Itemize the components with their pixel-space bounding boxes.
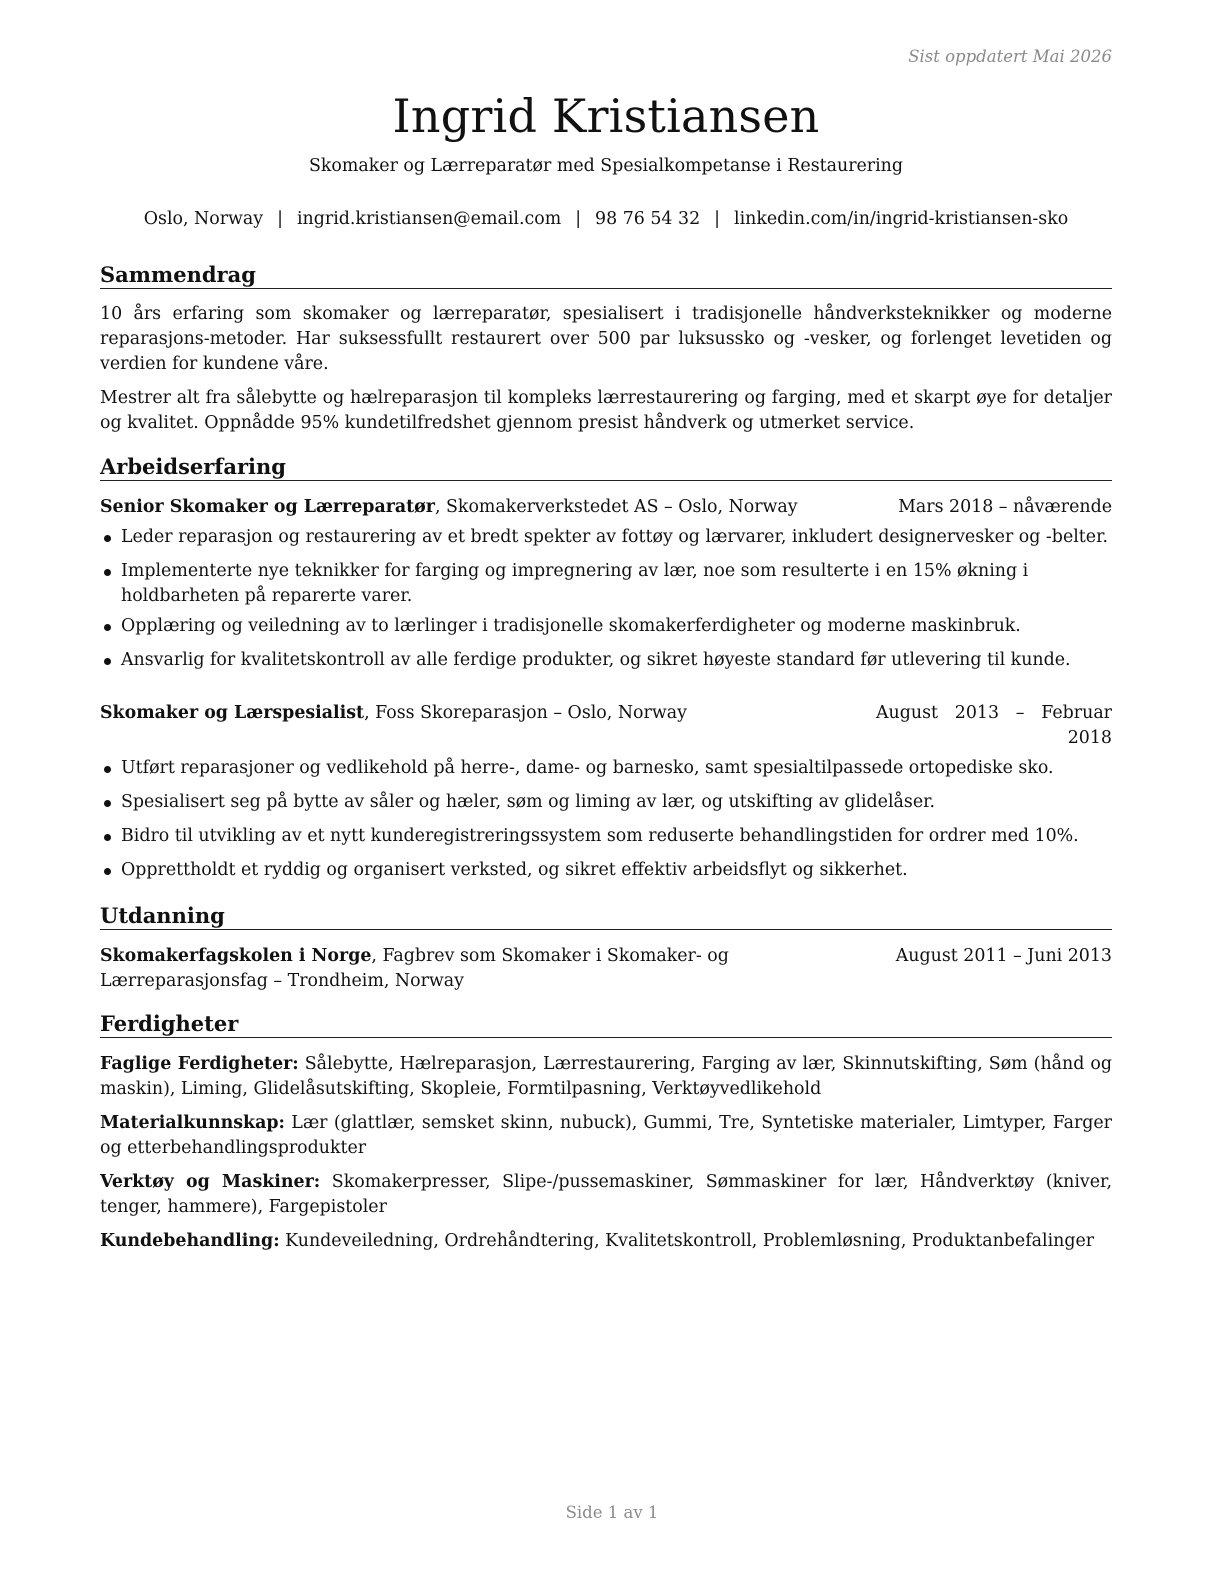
job-dates: August 2013 – Februar 2018: [876, 703, 1112, 748]
job-bullet: Leder reparasjon og restaurering av et bredt spekter av fottøy og lærvarer, inkludert designervesker og -belter.: [100, 525, 1112, 550]
job-bullets: [100, 756, 1112, 883]
job-header: [100, 495, 1112, 520]
education-dates: August 2011 – Juni 2013: [895, 946, 1112, 966]
skill-label: Kundebehandling:: [100, 1231, 280, 1251]
skill-row: [100, 1111, 1112, 1161]
education-entry: [100, 944, 1112, 994]
skill-label: Materialkunnskap:: [100, 1113, 285, 1133]
job-bullet: Opprettholdt et ryddig og organisert verksted, og sikret effektiv arbeidsflyt og sikkerhet.: [100, 858, 1112, 883]
last-updated: Sist oppdatert Mai 2026: [908, 47, 1112, 66]
education-school: Skomakerfagskolen i Norge: [100, 946, 372, 966]
skill-row: [100, 1170, 1112, 1220]
job-bullet: Spesialisert seg på bytte av såler og hæler, søm og liming av lær, og utskifting av glidelåser.: [100, 790, 1112, 815]
skill-text: Skomakerpresser, Slipe-/pussemaskiner, Sømmaskiner for lær, Håndverktøy (kniver, tenger, hammere), Fargepistoler: [100, 1172, 1112, 1217]
job-entry: [100, 701, 1112, 883]
summary-paragraph: 10 års erfaring som skomaker og lærreparatør, spesialisert i tradisjonelle håndverksteknikker og moderne reparasjons-metoder. Har suksessfullt restaurert over 500 par luksussko og -vesker, og forlenget levetiden og verdien for kundene våre.: [100, 304, 1112, 374]
skill-text: Sålebytte, Hælreparasjon, Lærrestaurering, Farging av lær, Skinnutskifting, Søm (hånd og maskin), Liming, Glidelåsutskifting, Skopleie, Formtilpasning, Verktøyvedlikehold: [100, 1054, 1112, 1099]
skill-label: Verktøy og Maskiner:: [100, 1172, 321, 1192]
section-title-summary: Sammendrag: [100, 262, 1112, 289]
job-bullet: Implementerte nye teknikker for farging og impregnering av lær, noe som resulterte i en 15% økning i holdbarheten på reparerte varer.: [100, 559, 1112, 609]
job-role: Senior Skomaker og Lærreparatør: [100, 497, 435, 517]
tagline: Skomaker og Lærreparatør med Spesialkompetanse i Restaurering: [308, 156, 904, 176]
candidate-name: Ingrid Kristiansen: [392, 89, 820, 143]
summary-paragraph: Mestrer alt fra sålebytte og hælreparasjon til kompleks lærrestaurering og farging, med et skarpt øye for detaljer og kvalitet. Oppnådde 95% kundetilfredshet gjennom presist håndverk og utmerket service.: [100, 388, 1112, 433]
job-org: , Foss Skoreparasjon – Oslo, Norway: [364, 703, 687, 723]
section-title-skills: Ferdigheter: [100, 1011, 1112, 1038]
education-detail: , Fagbrev som Skomaker i Skomaker- og Lærreparasjonsfag – Trondheim, Norway: [100, 946, 729, 991]
skill-label: Faglige Ferdigheter:: [100, 1054, 299, 1074]
skills-section: [100, 1011, 1112, 1254]
contact-email[interactable]: ingrid.kristiansen@email.com: [296, 209, 562, 229]
contact-separator: |: [277, 209, 283, 229]
job-dates: Mars 2018 – nåværende: [898, 497, 1112, 517]
skill-text: Lær (glattlær, semsket skinn, nubuck), Gummi, Tre, Syntetiske materialer, Limtyper, Farger og etterbehandlingsprodukter: [100, 1113, 1112, 1158]
contact-location: Oslo, Norway: [143, 209, 264, 229]
section-title-education: Utdanning: [100, 903, 1112, 930]
summary-section: [100, 262, 1112, 436]
contact-separator: |: [714, 209, 721, 229]
section-title-experience: Arbeidserfaring: [100, 454, 1112, 481]
contact-line: [100, 207, 1112, 232]
job-bullet: Utført reparasjoner og vedlikehold på herre-, dame- og barnesko, samt spesialtilpassede ortopediske sko.: [100, 756, 1112, 781]
contact-separator: |: [575, 209, 582, 229]
job-bullets: [100, 525, 1112, 673]
skill-row: [100, 1229, 1112, 1254]
job-bullet: Bidro til utvikling av et nytt kunderegistreringssystem som reduserte behandlingstiden for ordrer med 10%.: [100, 824, 1112, 849]
job-entry: [100, 495, 1112, 673]
job-bullet: Ansvarlig for kvalitetskontroll av alle ferdige produkter, og sikret høyeste standard før utlevering til kunde.: [100, 648, 1112, 673]
job-org: , Skomakerverkstedet AS – Oslo, Norway: [434, 497, 798, 517]
education-section: [100, 903, 1112, 994]
experience-section: [100, 454, 1112, 883]
job-role: Skomaker og Lærspesialist: [100, 703, 365, 723]
page-number: Side 1 av 1: [565, 1503, 659, 1522]
job-header: [100, 701, 1112, 751]
skill-row: [100, 1052, 1112, 1102]
contact-phone: 98 76 54 32: [595, 209, 701, 229]
skill-text: Kundeveiledning, Ordrehåndtering, Kvalitetskontroll, Problemløsning, Produktanbefalinger: [279, 1231, 1095, 1251]
contact-linkedin[interactable]: linkedin.com/in/ingrid-kristiansen-sko: [734, 209, 1069, 229]
job-bullet: Opplæring og veiledning av to lærlinger i tradisjonelle skomakerferdigheter og moderne maskinbruk.: [100, 614, 1112, 639]
